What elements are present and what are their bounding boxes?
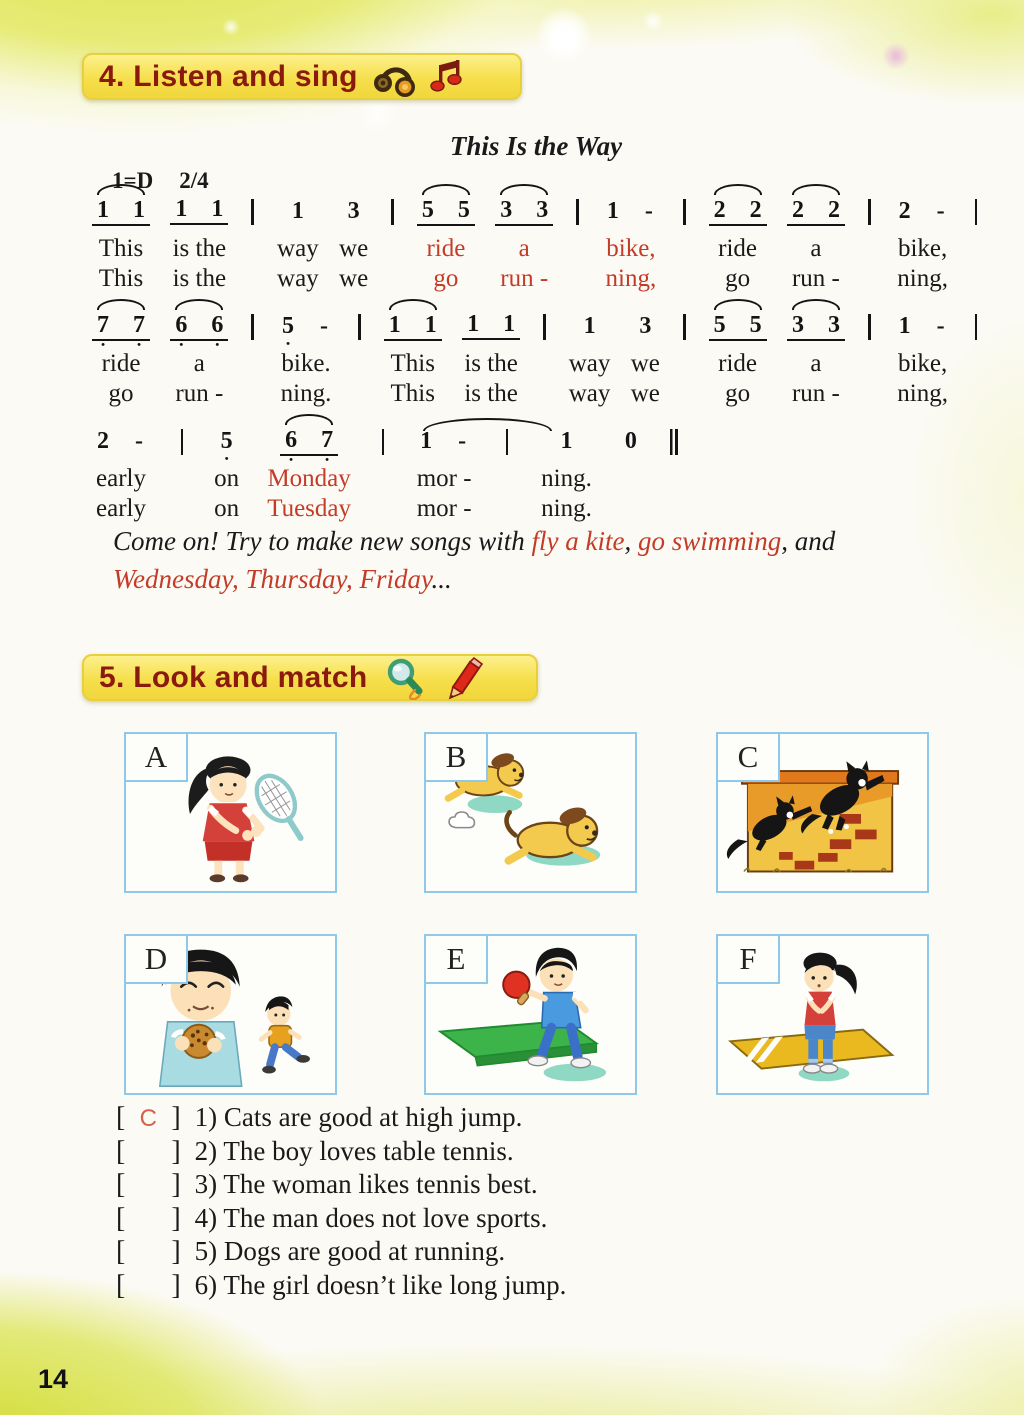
music-line-2	[92, 299, 980, 409]
note-number: 1	[560, 428, 573, 454]
make-new-songs-prompt	[113, 522, 999, 598]
section5-icons	[381, 656, 485, 700]
card-D-label: D	[124, 934, 188, 984]
prompt-line	[113, 560, 999, 598]
note-number: 2	[898, 198, 911, 224]
lyric-verse1: a	[810, 350, 822, 377]
note-number: 3	[500, 196, 513, 223]
lyric-verse1: ride	[718, 350, 758, 377]
note-cell	[602, 184, 660, 294]
lyric-verse1: Monday	[267, 465, 351, 492]
barline	[178, 414, 186, 524]
section5-header	[82, 654, 538, 701]
note-number: 2	[791, 196, 804, 223]
lyric-verse1: is the	[464, 350, 518, 377]
card-C	[716, 732, 929, 893]
note-number: 5	[282, 313, 295, 339]
note-cell	[462, 299, 520, 409]
lyric-verse1: This	[390, 350, 435, 377]
card-F	[716, 934, 929, 1095]
note-number: -	[644, 198, 653, 224]
note-cell	[894, 184, 952, 294]
slur-arc	[285, 414, 333, 425]
note-number: 2	[749, 196, 762, 223]
final-barline	[670, 414, 678, 524]
lyric-verse2: early	[96, 495, 146, 522]
lyric-verse2: go	[433, 265, 459, 292]
note-number: 7	[321, 426, 334, 453]
bracket-close: ]	[171, 1236, 181, 1268]
note-cell	[894, 299, 952, 409]
bokeh-circle-pink	[882, 42, 910, 70]
note-cell	[417, 184, 475, 294]
note-cell	[277, 184, 319, 294]
barline	[680, 184, 688, 294]
slur-arc	[714, 184, 762, 195]
lyric-verse2: This	[390, 380, 435, 407]
match-item-text: 6) The girl doesn’t like long jump.	[194, 1269, 567, 1300]
lyric-verse2: go	[108, 380, 134, 407]
lyric-verse1: bike,	[897, 235, 948, 262]
answer-slot-1: C	[139, 1105, 157, 1132]
card-F-label: F	[716, 934, 780, 984]
note-cell: 6 6 • • a run -	[170, 299, 228, 409]
lyric-verse2: ning.	[280, 380, 332, 407]
barline	[865, 184, 873, 294]
note-number: 7	[133, 311, 145, 338]
bracket-close: ]	[171, 1202, 181, 1234]
card-D	[124, 934, 337, 1095]
barline	[389, 184, 397, 294]
bracket-close: ]	[171, 1135, 181, 1167]
match-item-text: 1) Cats are good at high jump.	[194, 1102, 523, 1132]
prompt-highlight: go swimming	[637, 526, 782, 556]
lyric-verse1: ning.	[541, 465, 592, 492]
note-cell	[569, 299, 611, 409]
note-number: -	[936, 313, 945, 339]
prompt-text: ...	[431, 564, 452, 594]
music-line-1	[92, 184, 980, 294]
slur-arc	[792, 299, 840, 310]
note-cell	[495, 184, 553, 294]
note-number: 0	[624, 428, 637, 454]
lyric-verse1: ride	[426, 235, 466, 262]
barline	[540, 299, 548, 409]
note-number: 1	[424, 311, 437, 338]
note-number: 1	[503, 311, 516, 337]
music-notes-icon	[426, 56, 468, 98]
page-number: 14	[38, 1364, 69, 1394]
lyric-verse1: bike,	[606, 235, 656, 262]
lyric-verse2: we	[339, 265, 369, 292]
card-B	[424, 732, 637, 893]
note-number: 1	[97, 196, 109, 223]
prompt-highlight: fly a kite	[531, 526, 625, 556]
note-number: 2	[713, 196, 726, 223]
lyric-verse1: we	[339, 235, 369, 262]
lyric-verse1: a	[810, 235, 822, 262]
lyric-verse2: ning.	[541, 495, 592, 522]
slur-arc	[714, 299, 762, 310]
match-item-text: 4) The man does not love sports.	[194, 1202, 548, 1233]
lyric-verse1: ride	[718, 235, 758, 262]
slur-arc	[175, 299, 223, 310]
note-number: 1	[388, 311, 401, 338]
note-cell	[787, 184, 845, 294]
card-A-label: A	[124, 732, 188, 782]
note-number: 7	[97, 311, 109, 338]
lyric-verse1: way	[568, 350, 611, 377]
lyric-verse2: way	[568, 380, 611, 407]
barline	[379, 414, 387, 524]
note-number: 3	[791, 311, 804, 338]
slur-arc	[422, 184, 470, 195]
bracket-open: [	[116, 1202, 126, 1234]
lyric-verse2: on	[214, 495, 240, 522]
lyric-verse2: mor -	[416, 495, 472, 522]
slur-arc	[97, 184, 145, 195]
note-number: 6	[211, 311, 224, 338]
note-number: 3	[347, 198, 360, 224]
note-number: 1	[133, 196, 145, 223]
note-cell	[709, 299, 767, 409]
lyric-verse1: bike,	[897, 350, 948, 377]
match-row-3	[116, 1169, 566, 1203]
note-cell	[92, 184, 150, 294]
barline	[680, 299, 688, 409]
song-title: This Is the Way	[449, 131, 623, 161]
lyric-verse1: we	[630, 350, 660, 377]
match-list	[116, 1102, 566, 1304]
note-cell	[170, 184, 228, 294]
match-row-4	[116, 1203, 566, 1237]
key: 1=D	[112, 168, 154, 193]
lyric-verse1: mor -	[416, 465, 472, 492]
card-E-label: E	[424, 934, 488, 984]
note-number: -	[320, 313, 329, 339]
bracket-open: [	[116, 1102, 126, 1133]
note-number: 1	[291, 198, 304, 224]
note-number: 1	[467, 311, 480, 337]
note-number: 1	[175, 196, 188, 222]
lyric-verse1: early	[96, 465, 146, 492]
lyric-verse2: we	[630, 380, 660, 407]
barline	[249, 184, 257, 294]
note-number: 1	[898, 313, 911, 339]
note-cell	[709, 184, 767, 294]
slur-arc	[500, 184, 548, 195]
pencil-icon	[441, 656, 485, 700]
barline	[574, 184, 582, 294]
slur-arc	[792, 184, 840, 195]
bracket-open: [	[116, 1269, 126, 1301]
note-cell: 5 • on on	[214, 428, 240, 522]
lyric-verse2: ning,	[605, 265, 657, 292]
lyric-verse2: run -	[175, 380, 224, 407]
bracket-close: ]	[171, 1269, 181, 1301]
lyric-verse1: is the	[172, 235, 227, 262]
section5-title: 5. Look and match	[99, 660, 368, 694]
section4-icons	[372, 54, 468, 100]
note-number: 3	[536, 196, 549, 223]
lyric-verse1: a	[193, 350, 205, 377]
lyric-verse1: a	[518, 235, 530, 262]
lyric-verse2: go	[725, 265, 751, 292]
card-C-label: C	[716, 732, 780, 782]
barline	[355, 299, 363, 409]
barline	[865, 299, 873, 409]
match-row-1	[116, 1102, 566, 1136]
note-number: -	[458, 428, 467, 454]
note-cell	[631, 299, 660, 409]
slur-arc	[97, 299, 145, 310]
card-A	[124, 732, 337, 893]
bracket-close: ]	[171, 1102, 181, 1133]
bracket-close: ]	[171, 1169, 181, 1201]
note-cell	[787, 299, 845, 409]
note-cell	[92, 414, 150, 524]
note-number: 2	[827, 196, 840, 223]
lyric-verse1: way	[277, 235, 319, 262]
note-number: 1	[420, 428, 433, 454]
barline	[972, 184, 980, 294]
prompt-line	[113, 522, 999, 560]
note-number: 1	[583, 313, 596, 339]
section4-header	[82, 53, 522, 100]
lyric-verse1: This	[98, 235, 144, 262]
match-item-text: 3) The woman likes tennis best.	[194, 1169, 538, 1200]
note-number: -	[135, 428, 143, 454]
card-B-label: B	[424, 732, 488, 782]
lyric-verse2: run -	[791, 265, 840, 292]
note-number: 5	[220, 428, 233, 454]
tied-notes-group	[415, 414, 592, 524]
headphones-icon	[372, 54, 418, 100]
bracket-open: [	[116, 1236, 126, 1268]
note-number: 3	[639, 313, 652, 339]
note-cell	[620, 414, 642, 524]
lyric-verse1: ride	[101, 350, 141, 377]
bokeh-circle	[536, 8, 592, 64]
note-number: 1	[606, 198, 619, 224]
barline	[972, 299, 980, 409]
lyric-verse2: is the	[464, 380, 518, 407]
note-number: -	[936, 198, 945, 224]
note-number: 5	[749, 311, 762, 338]
card-E	[424, 934, 637, 1095]
note-number: 5	[421, 196, 434, 223]
match-row-5	[116, 1236, 566, 1270]
note-number: 5	[713, 311, 726, 338]
lyric-verse2: ning,	[897, 380, 948, 407]
bracket-open: [	[116, 1169, 126, 1201]
prompt-text: , and	[781, 526, 836, 556]
note-cell: 5 - • bike. ning.	[280, 313, 332, 407]
note-number: 1	[211, 196, 224, 222]
prompt-text: Come on! Try to make new songs with	[113, 526, 532, 556]
lyric-verse2: This	[98, 265, 144, 292]
match-row-2	[116, 1136, 566, 1170]
note-number: 5	[457, 196, 470, 223]
bokeh-circle	[642, 10, 664, 32]
lyric-verse2: Tuesday	[267, 495, 352, 522]
lyric-verse1: on	[214, 465, 240, 492]
lyric-verse2: way	[277, 265, 319, 292]
note-number: 2	[97, 428, 109, 454]
prompt-text: ,	[624, 526, 638, 556]
music-notation	[92, 184, 980, 529]
lyric-verse2: ning,	[897, 265, 948, 292]
note-number: 6	[285, 426, 298, 453]
lyric-verse2: go	[725, 380, 751, 407]
note-number: 3	[827, 311, 840, 338]
section4-title: 4. Listen and sing	[99, 59, 358, 93]
prompt-highlight: Wednesday, Thursday, Friday	[113, 564, 432, 594]
slur-arc	[389, 299, 437, 310]
bokeh-circle	[222, 18, 240, 36]
match-item-text: 5) Dogs are good at running.	[194, 1236, 506, 1267]
lyric-verse1: bike.	[281, 350, 331, 377]
barline	[249, 299, 257, 409]
match-row-6	[116, 1270, 566, 1304]
music-line-3	[92, 414, 678, 524]
match-item-text: 2) The boy loves table tennis.	[194, 1135, 514, 1166]
lyric-verse2: run -	[791, 380, 840, 407]
lyric-verse2: is the	[172, 265, 227, 292]
magnifier-icon	[381, 656, 433, 700]
note-cell	[384, 299, 442, 409]
note-cell: 7 7 • • ride go	[92, 299, 150, 409]
note-cell: 6 7 • • Monday Tuesday	[267, 414, 351, 524]
time: 2/4	[179, 168, 209, 193]
note-cell	[339, 184, 368, 294]
bracket-open: [	[116, 1135, 126, 1167]
lyric-verse2: run -	[500, 265, 549, 292]
note-number: 6	[175, 311, 188, 338]
